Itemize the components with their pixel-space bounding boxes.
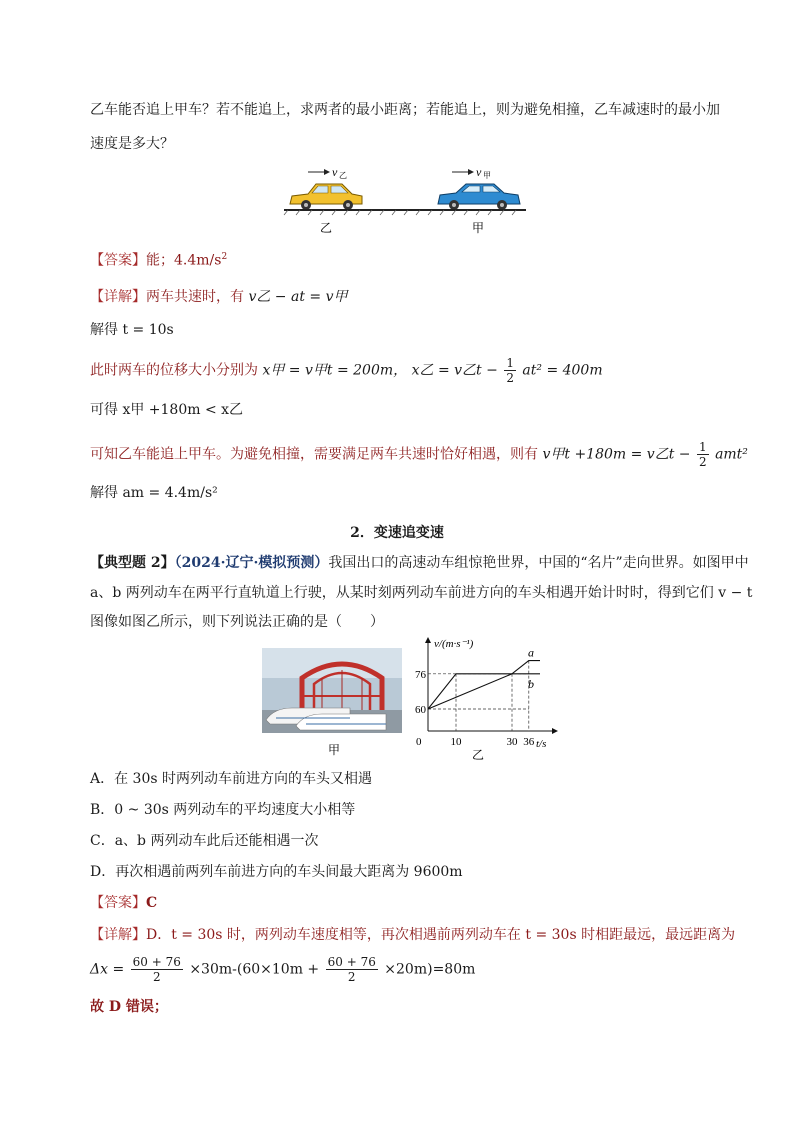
problem-source: （2024·辽宁·模拟预测） <box>174 555 329 571</box>
fraction-half-2: $\frac{1}{2}$ <box>698 440 707 469</box>
option-a: A．在 30s 时两列动车前进方向的车头又相遇 <box>90 771 373 787</box>
eq-part-c: ×20m)=80m <box>384 961 476 978</box>
section-title: 2．变速追变速 <box>350 525 444 541</box>
v-jia-sub: 甲 <box>483 171 491 180</box>
condition-eq-a: v甲t +180m = v乙t − <box>542 446 691 463</box>
detail-1-line-4: 可得 x甲 +180m < x乙 <box>90 402 244 418</box>
series-label-a: a <box>528 645 534 660</box>
detail-tag: 【详解】 <box>90 289 146 305</box>
photo-caption: 甲 <box>328 743 341 757</box>
detail-1-line-5 <box>90 440 748 469</box>
car-jia <box>438 184 520 210</box>
displacement-yi-a: x乙 = v乙t − <box>411 362 498 379</box>
answer-2 <box>90 893 157 913</box>
detail-2-equation <box>90 955 475 984</box>
question-line-1: 乙车能否追上甲车？若不能追上，求两者的最小距离；若能追上，则为避免相撞，乙车减速时的最小加 <box>90 102 720 118</box>
detail-displacement-text: 此时两车的位移大小分别为 <box>90 362 258 379</box>
detail-2-text: D．t = 30s 时，两列动车速度相等，再次相遇前两列动车在 t = 30s 时相距最远，最远距离为 <box>146 927 736 943</box>
eq-fraction-1: $\frac{60 + 76}{2}$ <box>132 955 181 984</box>
cars-figure <box>280 160 530 238</box>
graph-ylabel: v/(m·s⁻¹) <box>434 638 474 650</box>
option-d: D．再次相遇前两列车前进方向的车头间最大距离为 9600m <box>90 864 463 880</box>
car-jia-label: 甲 <box>472 221 485 235</box>
answer-2-tag: 【答案】 <box>90 895 146 911</box>
velocity-arrow-jia <box>452 165 491 180</box>
option-c: C．a、b 两列动车此后还能相遇一次 <box>90 833 319 849</box>
graph-caption: 乙 <box>472 748 485 761</box>
y-tick-label-60: 60 <box>415 704 426 716</box>
displacement-yi-b: at² = 400m <box>522 362 603 379</box>
velocity-arrow-yi <box>308 165 347 180</box>
eq-part-a: Δx = <box>90 961 125 978</box>
option-b: B．0 ~ 30s 两列动车的平均速度大小相等 <box>90 802 356 818</box>
series-line-a <box>428 661 540 709</box>
graph-xlabel: t/s <box>536 738 547 750</box>
answer-text: 能；4.4m/s <box>146 252 222 269</box>
eq-part-b: ×30m-(60×10m + <box>189 961 320 978</box>
answer-tag: 【答案】 <box>90 252 146 269</box>
detail-2-line-1 <box>90 925 735 945</box>
conclusion: 故 D 错误； <box>90 999 168 1015</box>
car-yi-label: 乙 <box>320 221 333 235</box>
detail-1-line-2: 解得 t = 10s <box>90 322 174 338</box>
train-photo <box>262 648 402 760</box>
series-line-b <box>428 674 540 709</box>
detail-1-line-3 <box>90 356 603 385</box>
graph-axes <box>425 637 558 734</box>
answer-1 <box>90 247 227 271</box>
x-tick-label-30: 30 <box>506 736 518 748</box>
eq-fraction-2: $\frac{60 + 76}{2}$ <box>327 955 376 984</box>
detail-equation: v乙 − at = v甲 <box>248 289 348 305</box>
detail-text: 两车共速时，有 <box>146 289 244 305</box>
problem-2-line-2: a、b 两列动车在两平行直轨道上行驶，从某时刻两列动车前进方向的车头相遇开始计时时，得到它们 v − t <box>90 585 753 601</box>
detail-1-line-1 <box>90 287 348 307</box>
v-jia-label: v <box>476 165 482 179</box>
graph-origin: 0 <box>416 736 422 748</box>
answer-2-value: C <box>146 895 158 911</box>
problem-2-line-1 <box>90 553 749 573</box>
condition-text: 可知乙车能追上甲车。为避免相撞，需要满足两车共速时恰好相遇，则有 <box>90 446 538 463</box>
x-tick-label-36: 36 <box>523 736 535 748</box>
problem-stem-1: 我国出口的高速动车组惊艳世界，中国的“名片”走向世界。如图甲中 <box>328 555 749 571</box>
car-yi <box>290 184 362 210</box>
condition-eq-b: amt² <box>715 446 748 463</box>
vt-graph <box>410 635 560 761</box>
detail-1-line-6: 解得 am = 4.4m/s² <box>90 485 218 501</box>
x-tick-label-10: 10 <box>450 736 462 748</box>
v-yi-label: v <box>332 165 338 179</box>
question-line-2: 速度是多大？ <box>90 136 174 152</box>
problem-tag: 【典型题 2】 <box>90 555 175 571</box>
answer-sup: 2 <box>221 252 228 262</box>
problem-2-line-3: 图像如图乙所示，则下列说法正确的是（ ） <box>90 614 384 630</box>
series-label-b: b <box>528 676 534 691</box>
v-yi-sub: 乙 <box>339 171 347 180</box>
displacement-jia: x甲 = v甲t = 200m， <box>262 362 408 379</box>
fraction-half: $\frac{1}{2}$ <box>506 356 514 385</box>
detail-2-tag: 【详解】 <box>90 927 146 943</box>
y-tick-label-76: 76 <box>415 668 426 681</box>
